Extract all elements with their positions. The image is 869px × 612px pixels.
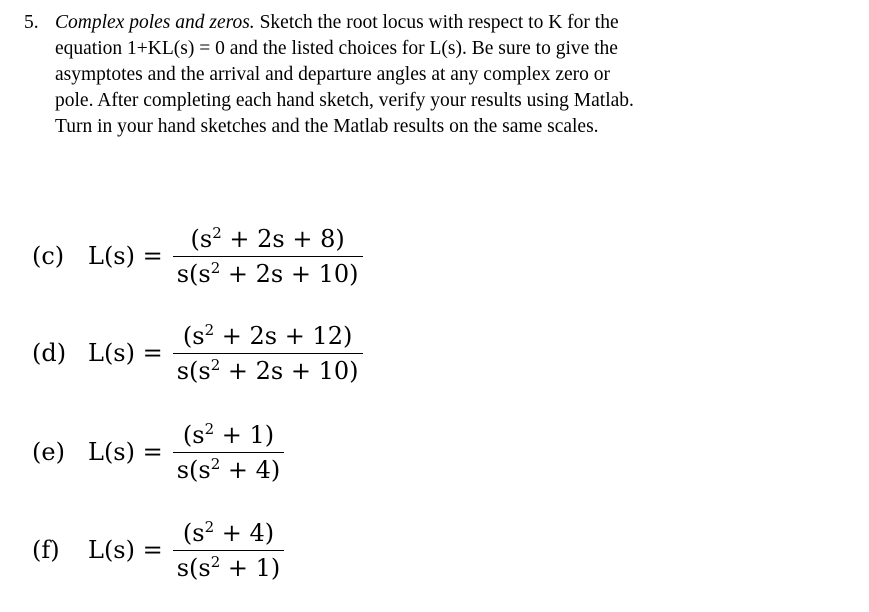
- fraction-denominator: [173, 550, 285, 582]
- fraction: [173, 519, 285, 582]
- denominator-tail: + 1): [220, 553, 281, 582]
- numerator-tail: + 1): [214, 420, 275, 449]
- numerator-exponent: 2: [204, 320, 215, 339]
- equation-label: (c): [32, 242, 65, 270]
- numerator-head: (s: [182, 518, 205, 547]
- fraction-numerator: [179, 519, 278, 550]
- equation-lhs: L(s) =: [88, 242, 163, 270]
- fraction: [173, 421, 285, 484]
- numerator-tail: + 2s + 12): [214, 321, 353, 350]
- fraction: [173, 225, 363, 288]
- numerator-exponent: 2: [204, 517, 215, 536]
- denominator-tail: + 2s + 10): [220, 356, 359, 385]
- problem-line-2: equation 1+KL(s) = 0 and the listed choices for L(s). Be sure to give the: [55, 38, 618, 59]
- problem-number: 5.: [24, 12, 39, 33]
- numerator-exponent: 2: [204, 419, 215, 438]
- problem-line-3: asymptotes and the arrival and departure angles at any complex zero or: [55, 64, 610, 85]
- fraction-denominator: [173, 353, 363, 385]
- fraction-numerator: [179, 421, 278, 452]
- numerator-head: (s: [190, 224, 213, 253]
- denominator-exponent: 2: [210, 258, 221, 277]
- denominator-head: s(s: [176, 553, 211, 582]
- equation-label: (e): [32, 438, 65, 466]
- equation-d: [32, 313, 363, 393]
- equation-lhs: L(s) =: [88, 438, 163, 466]
- denominator-head: s(s: [176, 356, 211, 385]
- equation-e: [32, 412, 284, 492]
- problem-statement: [24, 10, 854, 140]
- fraction-denominator: [173, 452, 285, 484]
- equation-lhs: L(s) =: [88, 536, 163, 564]
- problem-title: Complex poles and zeros.: [55, 12, 255, 33]
- fraction-denominator: [173, 256, 363, 288]
- numerator-tail: + 2s + 8): [221, 224, 345, 253]
- denominator-exponent: 2: [210, 552, 221, 571]
- equation-label: (f): [32, 536, 60, 564]
- numerator-tail: + 4): [214, 518, 275, 547]
- numerator-exponent: 2: [212, 223, 222, 242]
- numerator-head: (s: [182, 420, 205, 449]
- problem-line-5: Turn in your hand sketches and the Matlab results on the same scales.: [55, 116, 599, 137]
- problem-line-4: pole. After completing each hand sketch, verify your results using Matlab.: [55, 90, 634, 111]
- problem-line-1: [24, 10, 854, 36]
- denominator-exponent: 2: [210, 454, 221, 473]
- problem-text-line-1: Sketch the root locus with respect to K for the: [254, 12, 619, 33]
- denominator-tail: + 4): [220, 455, 281, 484]
- denominator-head: s(s: [176, 259, 211, 288]
- fraction-numerator: [187, 225, 349, 256]
- equation-label: (d): [32, 339, 67, 367]
- numerator-head: (s: [182, 321, 205, 350]
- denominator-head: s(s: [176, 455, 211, 484]
- fraction-numerator: [179, 322, 356, 353]
- denominator-exponent: 2: [210, 355, 221, 374]
- fraction: [173, 322, 363, 385]
- equation-lhs: L(s) =: [88, 339, 163, 367]
- equation-f: [32, 510, 284, 590]
- denominator-tail: + 2s + 10): [220, 259, 359, 288]
- equation-c: [32, 216, 363, 296]
